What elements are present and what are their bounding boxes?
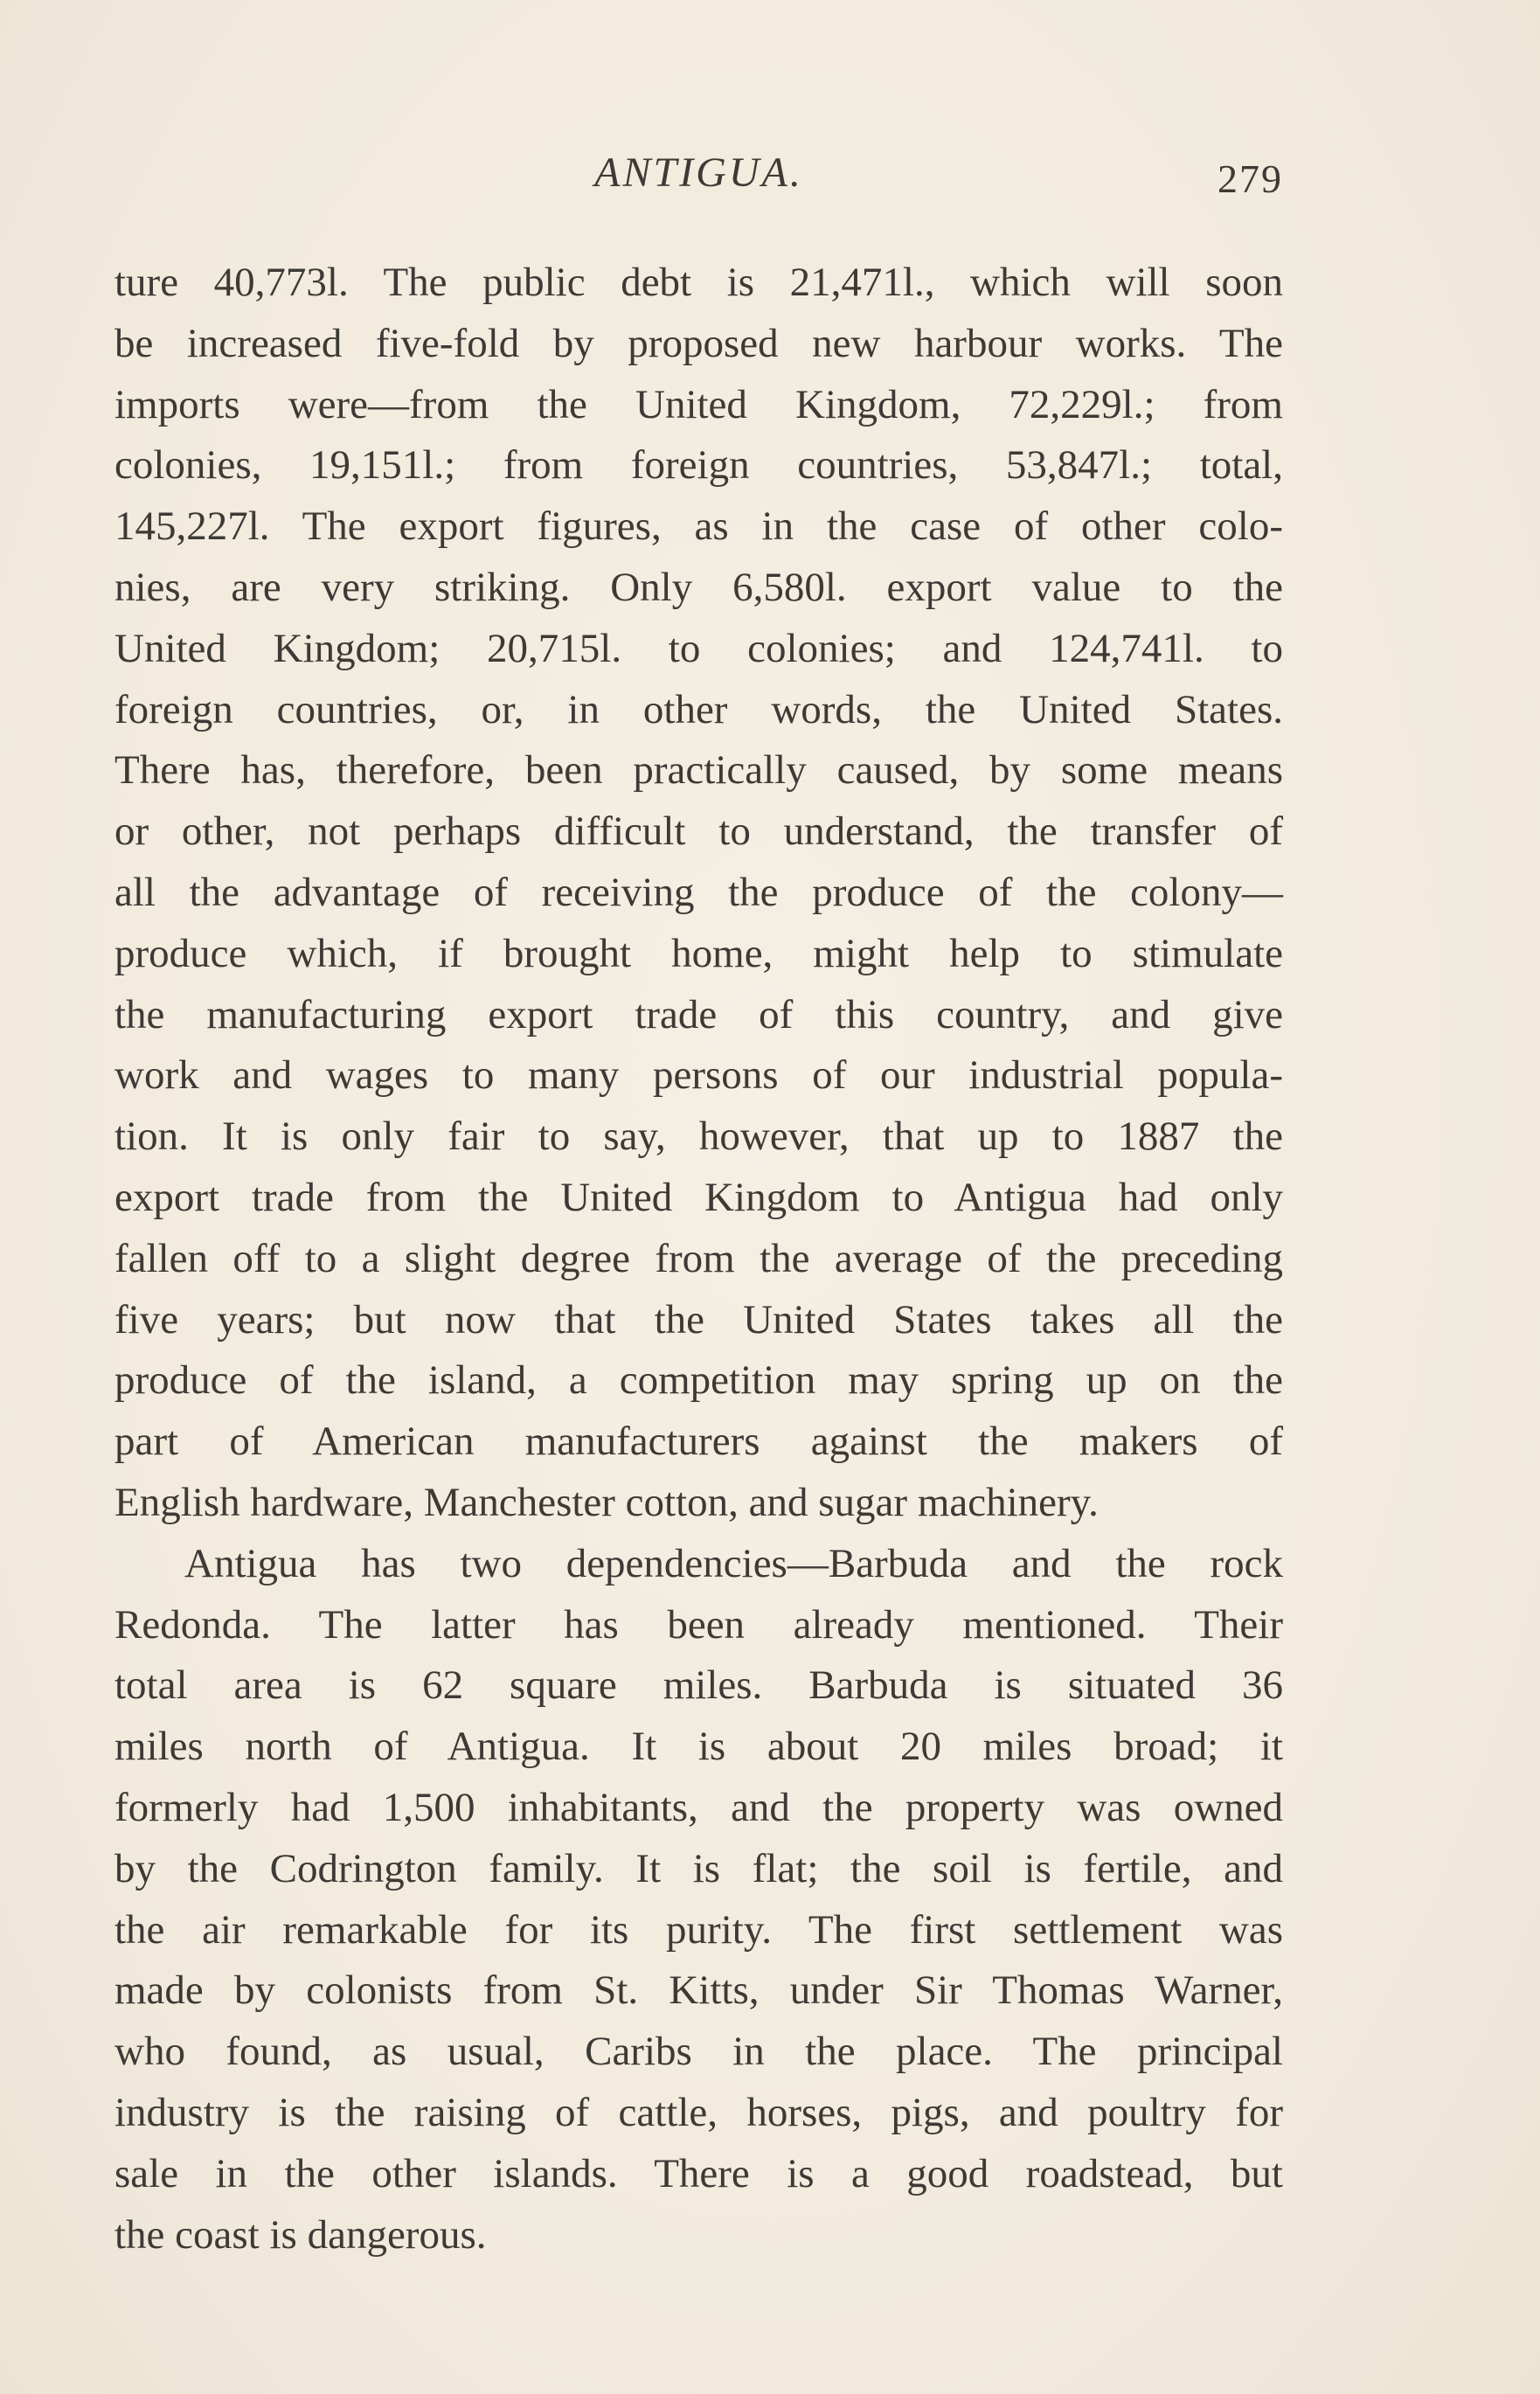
text-line: There has, therefore, been practically caused, by some means [114, 747, 1283, 794]
text-line: English hardware, Manchester cotton, and sugar machinery. [114, 1479, 1099, 1525]
text-line: part of American manufacturers against the makers of [114, 1419, 1283, 1465]
paragraph-2 [114, 1534, 1283, 2266]
text-line: United Kingdom; 20,715l. to colonies; and 124,741l. to [114, 625, 1283, 671]
text-line: formerly had 1,500 inhabitants, and the property was owned [114, 1784, 1283, 1830]
text-line: fallen off to a slight degree from the average of the preceding [114, 1235, 1283, 1281]
text-line: 145,227l. The export figures, as in the case of other colo- [114, 503, 1283, 550]
text-line: produce of the island, a competition may spring up on the [114, 1357, 1283, 1404]
text-line: work and wages to many persons of our industrial popula- [114, 1052, 1283, 1099]
text-line: tion. It is only fair to say, however, that up to 1887 the [114, 1114, 1283, 1160]
text-line: sale in the other islands. There is a good roadstead, but [114, 2150, 1283, 2196]
text-line: by the Codrington family. It is flat; the soil is fertile, and [114, 1845, 1283, 1891]
text-line: Antigua has two dependencies—Barbuda and the rock [184, 1540, 1283, 1586]
text-line: foreign countries, or, in other words, the United States. [114, 686, 1283, 732]
text-line: export trade from the United Kingdom to Antigua had only [114, 1174, 1283, 1220]
text-line: be increased five-fold by proposed new harbour works. The [114, 320, 1283, 366]
text-line: the coast is dangerous. [114, 2211, 487, 2258]
text-line: colonies, 19,151l.; from foreign countries, 53,847l.; total, [114, 442, 1283, 489]
text-line: made by colonists from St. Kitts, under Sir Thomas Warner, [114, 1967, 1283, 2014]
text-line: miles north of Antigua. It is about 20 miles broad; it [114, 1724, 1283, 1770]
paragraph-1 [114, 253, 1283, 1534]
text-line: nies, are very striking. Only 6,580l. export value to the [114, 564, 1283, 610]
running-title: ANTIGUA. [594, 149, 803, 196]
body-text [114, 253, 1283, 2266]
page-header [114, 149, 1283, 210]
text-line: or other, not perhaps difficult to understand, the transfer of [114, 808, 1283, 855]
text-line: five years; but now that the United States takes all the [114, 1296, 1283, 1343]
text-line: who found, as usual, Caribs in the place. The principal [114, 2029, 1283, 2075]
text-line: all the advantage of receiving the produce of the colony— [114, 869, 1283, 915]
page-number: 279 [1217, 156, 1283, 201]
text-line: ture 40,773l. The public debt is 21,471l., which will soon [114, 260, 1283, 305]
text-line: the air remarkable for its purity. The first settlement was [114, 1906, 1283, 1953]
text-line: Redonda. The latter has been already mentioned. Their [114, 1601, 1283, 1648]
text-line: total area is 62 square miles. Barbuda is situated 36 [114, 1662, 1283, 1709]
text-line: produce which, if brought home, might help to stimulate [114, 930, 1283, 976]
text-line: industry is the raising of cattle, horses, pigs, and poultry for [114, 2089, 1283, 2135]
text-line: imports were—from the United Kingdom, 72,229l.; from [114, 381, 1283, 427]
text-line: the manufacturing export trade of this country, and give [114, 991, 1283, 1037]
